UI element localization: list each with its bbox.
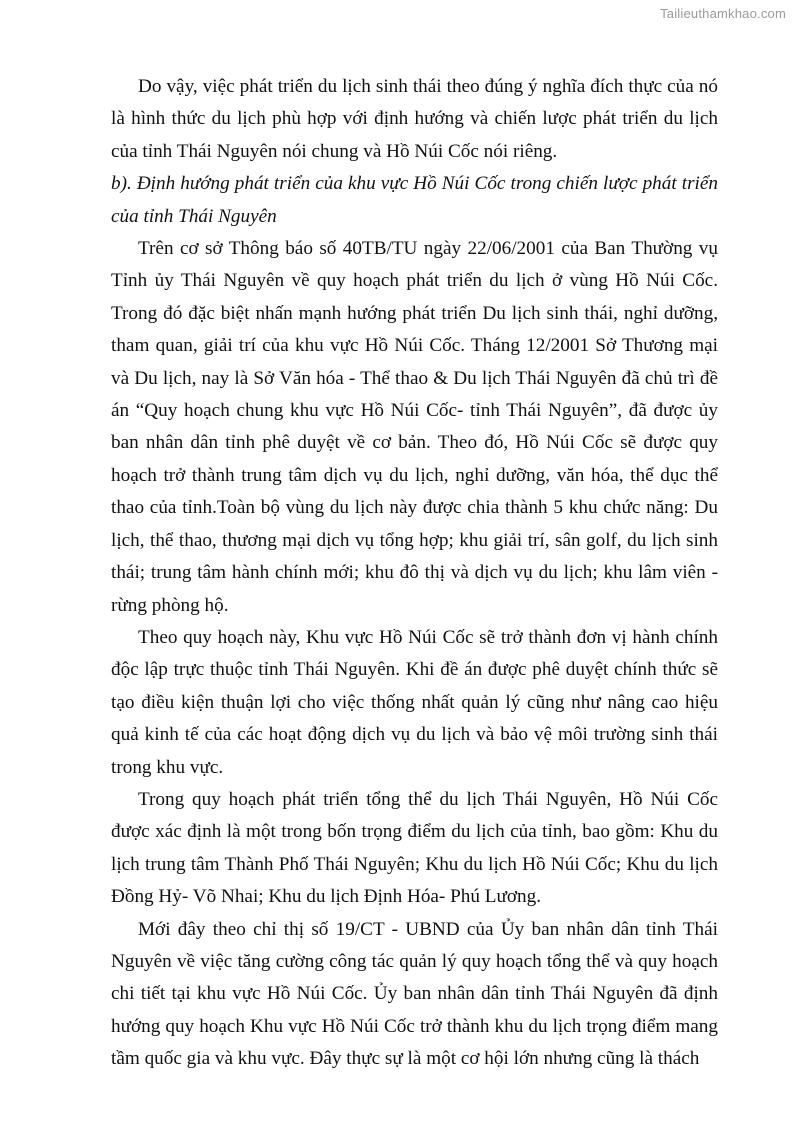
document-page	[111, 71, 718, 1076]
watermark: Tailieuthamkhao.com	[660, 6, 786, 21]
paragraph-key-tourism-areas: Trong quy hoạch phát triển tổng thể du lịch Thái Nguyên, Hồ Núi Cốc được xác định là một trong bốn trọng điểm du lịch của tỉnh, bao gồm: Khu du lịch trung tâm Thành Phố Thái Nguyên; Khu du lịch Hồ Núi Cốc; Khu du lịch Đồng Hỷ- Võ Nhai; Khu du lịch Định Hóa- Phú Lương.	[111, 788, 718, 908]
paragraph-planning-notice: Trên cơ sở Thông báo số 40TB/TU ngày 22/06/2001 của Ban Thường vụ Tỉnh ủy Thái Nguyên về quy hoạch phát triển du lịch ở vùng Hồ Núi Cốc. Trong đó đặc biệt nhấn mạnh hướng phát triển Du lịch sinh thái, nghỉ dưỡng, tham quan, giải trí của khu vực Hồ Núi Cốc. Tháng 12/2001 Sở Thương mại và Du lịch, nay là Sở Văn hóa - Thể thao & Du lịch Thái Nguyên đã chủ trì đề án “Quy hoạch chung khu vực Hồ Núi Cốc- tỉnh Thái Nguyên”, đã được ủy ban nhân dân tỉnh phê duyệt về cơ bản. Theo đó, Hồ Núi Cốc sẽ được quy hoạch trở thành trung tâm dịch vụ du lịch, nghỉ dưỡng, văn hóa, thể dục thể thao của tỉnh.Toàn bộ vùng du lịch này được chia thành 5 khu chức năng: Du lịch, thể thao, thương mại dịch vụ tổng hợp; khu giải trí, sân golf, du lịch sinh thái; trung tâm hành chính mới; khu đô thị và dịch vụ du lịch; khu lâm viên - rừng phòng hộ.	[111, 238, 718, 616]
paragraph-eco-tourism-conclusion: Do vậy, việc phát triển du lịch sinh thái theo đúng ý nghĩa đích thực của nó là hình thức du lịch phù hợp với định hướng và chiến lược phát triển du lịch của tỉnh Thái Nguyên nói chung và Hồ Núi Cốc nói riêng.	[111, 76, 718, 162]
section-heading-b: b). Định hướng phát triển của khu vực Hồ Núi Cốc trong chiến lược phát triển của tỉnh Thái Nguyên	[111, 173, 718, 227]
paragraph-administrative-unit: Theo quy hoạch này, Khu vực Hồ Núi Cốc sẽ trở thành đơn vị hành chính độc lập trực thuộc tỉnh Thái Nguyên. Khi đề án được phê duyệt chính thức sẽ tạo điều kiện thuận lợi cho việc thống nhất quản lý cũng như nâng cao hiệu quả kinh tế của các hoạt động dịch vụ du lịch và bảo vệ môi trường sinh thái trong khu vực.	[111, 626, 718, 778]
paragraph-directive-19: Mới đây theo chỉ thị số 19/CT - UBND của Ủy ban nhân dân tỉnh Thái Nguyên về việc tăng cường công tác quản lý quy hoạch tổng thể và quy hoạch chi tiết tại khu vực Hồ Núi Cốc. Ủy ban nhân dân tỉnh Thái Nguyên đã định hướng quy hoạch Khu vực Hồ Núi Cốc trở thành khu du lịch trọng điểm mang tầm quốc gia và khu vực. Đây thực sự là một cơ hội lớn nhưng cũng là thách	[111, 918, 718, 1070]
